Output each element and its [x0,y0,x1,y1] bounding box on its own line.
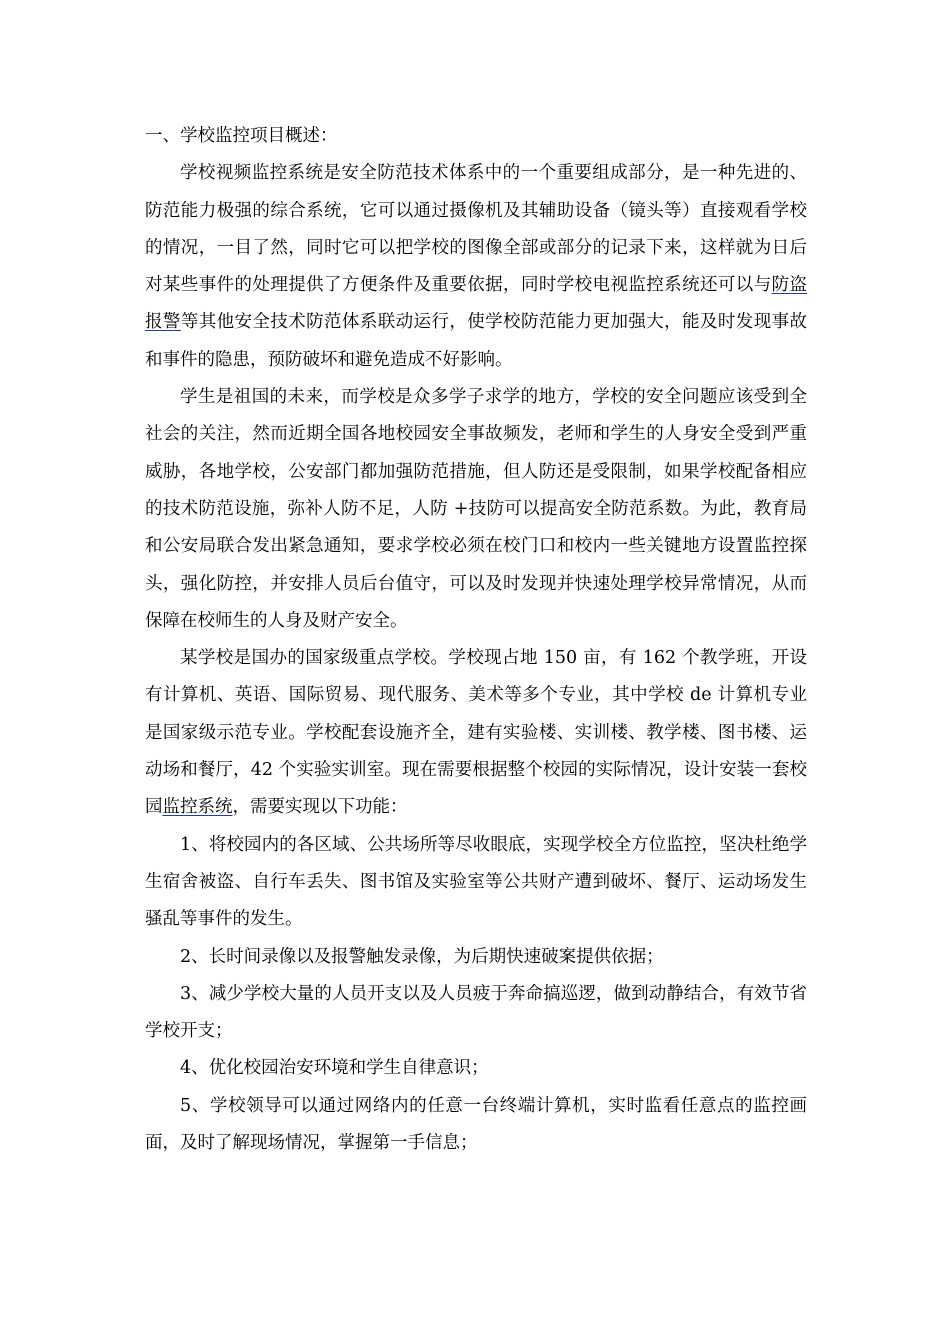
document-body [145,118,807,1162]
paragraph-overview [145,155,807,379]
list-item: 1、将校园内的各区域、公共场所等尽收眼底，实现学校全方位监控，坚决杜绝学生宿舍被盗、自行车丢失、图书馆及实验室等公共财产遭到破坏、餐厅、运动场发生骚乱等事件的发生。 [145,834,807,930]
link-anti-theft-alarm[interactable]: 防盗报警 [145,275,808,333]
list-item: 4、优化校园治安环境和学生自律意识； [180,1058,489,1079]
list-item: 3、减少学校大量的人员开支以及人员疲于奔命搞巡逻，做到动静结合，有效节省学校开支； [145,983,807,1042]
paragraph-text: ，需要实现以下功能： [232,797,408,818]
list-item: 5、学校领导可以通过网络内的任意一台终端计算机，实时监看任意点的监控画面，及时了解现场情况，掌握第一手信息； [145,1095,807,1154]
paragraph-text: 某学校是国办的国家级重点学校。学校现占地 150 亩，有 162 个教学班，开设有计算机、英语、国际贸易、现代服务、美术等多个专业，其中学校 de 计算机专业是国家级示范专业。学校配套设施齐全，建有实验楼、实训楼、教学楼、图书楼、运动场和餐厅，42 个实验实训室。现在需要根据整个校园的实际情况，设计安装一套校园 [145,648,807,818]
paragraph-text: 学校视频监控系统是安全防范技术体系中的一个重要组成部分，是一种先进的、防范能力极强的综合系统，它可以通过摄像机及其辅助设备（镜头等）直接观看学校的情况，一目了然，同时它可以把学校的图像全部或部分的记录下来，这样就为日后对某些事件的处理提供了方便条件及重要依据，同时学校电视监控系统还可以与 [145,163,807,296]
list-item: 2、长时间录像以及报警触发录像，为后期快速破案提供依据； [180,946,664,967]
link-monitoring-system[interactable]: 监控系统 [162,797,233,818]
section-heading: 一、学校监控项目概述： [145,126,338,146]
paragraph-text: 等其他安全技术防范体系联动运行，使学校防范能力更加强大，能及时发现事故和事件的隐患，预防破坏和避免造成不好影响。 [145,312,808,370]
paragraph-safety: 学生是祖国的未来，而学校是众多学子求学的地方，学校的安全问题应该受到全社会的关注，然而近期全国各地校园安全事故频发，老师和学生的人身安全受到严重威胁，各地学校，公安部门都加强防范措施，但人防还是受限制，如果学校配备相应的技术防范设施，弥补人防不足，人防 +技防可以提高安全防范系数。为此，教育局和公安局联合发出紧急通知，要求学校必须在校门口和校内一些关键地方设置监控探头，强化防控，并安排人员后台值守，可以及时发现并快速处理学校异常情况，从而保障在校师生的人身及财产安全。 [145,387,807,631]
paragraph-school-info [145,640,807,826]
